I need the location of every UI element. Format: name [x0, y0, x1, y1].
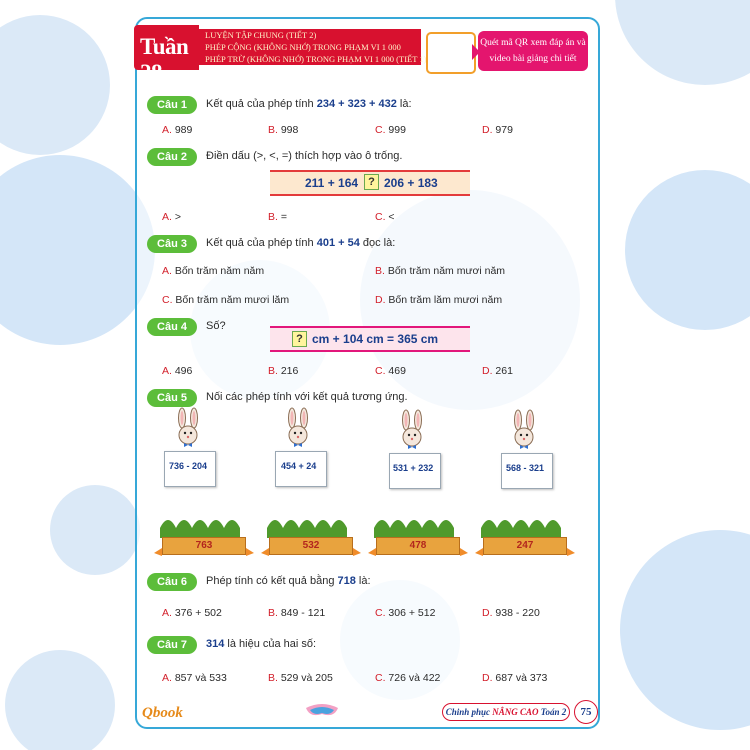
q6-option-c-letter: C.: [375, 607, 386, 619]
q6-option-b[interactable]: [268, 607, 325, 619]
q6-option-b-letter: B.: [268, 607, 278, 619]
q3-option-d-letter: D.: [375, 294, 386, 306]
q1-option-a-letter: A.: [162, 124, 172, 136]
q4-option-c-value: 469: [385, 365, 406, 377]
q1-option-b-letter: B.: [268, 124, 278, 136]
q4-option-b-value: 216: [277, 365, 299, 377]
q3-option-b-value: Bốn trăm năm mươi năm: [384, 265, 506, 277]
result-crate-4-value: 247: [516, 540, 534, 551]
lesson-line-1: LUYỆN TẬP CHUNG (TIẾT 2): [205, 30, 317, 40]
result-crate-1-value: 763: [195, 540, 213, 551]
result-crate-4[interactable]: [483, 537, 567, 555]
q7-option-a-value: 857 và 533: [171, 672, 227, 684]
q1-option-d-value: 979: [492, 124, 513, 136]
rabbit-icon-3: [403, 410, 422, 449]
q6-option-a-value: 376 + 502: [171, 607, 222, 619]
q6-option-a-letter: A.: [162, 607, 172, 619]
question-4-badge: Câu 4: [147, 318, 197, 336]
q1-option-d-letter: D.: [482, 124, 493, 136]
q2-option-a-letter: A.: [162, 211, 172, 223]
lesson-line-2: PHÉP CỘNG (KHÔNG NHỚ) TRONG PHẠM VI 1 000: [205, 42, 401, 52]
q6-option-c[interactable]: [375, 607, 435, 619]
q6-text-before: Phép tính có kết quả bằng: [206, 575, 338, 587]
q4-option-d-letter: D.: [482, 365, 493, 377]
q1-option-b-value: 998: [277, 124, 299, 136]
book-title-highlight: NÂNG CAO: [492, 707, 539, 717]
result-crate-3[interactable]: [376, 537, 460, 555]
result-crate-3-value: 478: [409, 540, 427, 551]
result-crate-2[interactable]: [269, 537, 353, 555]
q1-option-c-letter: C.: [375, 124, 386, 136]
q3-option-a-value: Bốn trăm năm năm: [171, 265, 265, 277]
expression-card-1-text: 736 - 204: [169, 461, 208, 471]
question-6-text: [206, 575, 371, 587]
carrot-leaves-icon: [160, 520, 561, 538]
qr-line-2: video bài giảng chi tiết: [489, 54, 577, 64]
rabbit-icon-2: [289, 408, 308, 447]
lesson-line-3: PHÉP TRỪ (KHÔNG NHỚ) TRONG PHẠM VI 1 000 (TIẾT 1): [205, 54, 427, 64]
q3-option-b-letter: B.: [375, 265, 385, 277]
q3-option-c-value: Bốn trăm năm mươi lăm: [172, 294, 290, 306]
q1-option-a-value: 989: [171, 124, 193, 136]
q2-option-c-value: <: [385, 211, 395, 223]
q4-option-a-letter: A.: [162, 365, 172, 377]
q2-option-a-value: >: [171, 211, 181, 223]
rabbit-icon-1: [179, 408, 198, 447]
expression-card-2-text: 454 + 24: [281, 461, 317, 471]
q6-option-d-value: 938 - 220: [492, 607, 540, 619]
qr-line-1: Quét mã QR xem đáp án và: [480, 38, 586, 48]
q7-option-a[interactable]: [162, 672, 227, 684]
q7-option-b-value: 529 và 205: [277, 672, 333, 684]
q6-text-after: là:: [355, 575, 371, 587]
book-title-badge: [442, 703, 570, 721]
q3-text-after: đọc là:: [359, 237, 396, 249]
expression-card-4-text: 568 - 321: [506, 463, 545, 473]
q7-number: 314: [206, 638, 225, 650]
q6-option-d-letter: D.: [482, 607, 493, 619]
question-2-text: Điền dấu (>, <, =) thích hợp vào ô trống.: [206, 150, 403, 162]
q7-option-c[interactable]: [375, 672, 440, 684]
q7-option-d-letter: D.: [482, 672, 493, 684]
mask-logo-icon: [304, 702, 340, 722]
rabbit-icon-4: [515, 410, 534, 449]
q7-option-c-letter: C.: [375, 672, 386, 684]
q3-expression: 401 + 54: [316, 237, 360, 249]
q2-option-c-letter: C.: [375, 211, 386, 223]
week-label: Tuần 28: [140, 34, 189, 85]
q7-option-c-value: 726 và 422: [385, 672, 441, 684]
result-crate-1[interactable]: [162, 537, 246, 555]
q4-expression: cm + 104 cm = 365 cm: [312, 332, 439, 346]
question-2-badge: Câu 2: [147, 148, 197, 166]
q4-option-a-value: 496: [171, 365, 193, 377]
q3-text-before: Kết quả của phép tính: [206, 237, 317, 249]
q1-option-c-value: 999: [385, 124, 406, 136]
question-6-badge: Câu 6: [147, 573, 197, 591]
page-number: 75: [574, 700, 598, 724]
q1-text-before: Kết quả của phép tính: [206, 98, 317, 110]
question-7-badge: Câu 7: [147, 636, 197, 654]
question-3-badge: Câu 3: [147, 235, 197, 253]
q7-option-d-value: 687 và 373: [492, 672, 548, 684]
question-5-text: Nối các phép tính với kết quả tương ứng.: [206, 391, 408, 403]
q6-option-d[interactable]: [482, 607, 540, 619]
book-title-prefix: Chinh phục: [445, 707, 493, 717]
q1-text-after: là:: [396, 98, 412, 110]
q7-option-d[interactable]: [482, 672, 547, 684]
result-crate-2-value: 532: [302, 540, 320, 551]
question-7-text: [206, 638, 316, 650]
q7-option-a-letter: A.: [162, 672, 172, 684]
q1-expression: 234 + 323 + 432: [316, 98, 397, 110]
book-title-suffix: Toán 2: [538, 707, 567, 717]
question-5-badge: Câu 5: [147, 389, 197, 407]
q4-option-c-letter: C.: [375, 365, 386, 377]
q4-option-b-letter: B.: [268, 365, 278, 377]
question-4-text: Số?: [206, 320, 226, 332]
q2-right-expression: 206 + 183: [384, 176, 438, 190]
q7-text-after: là hiệu của hai số:: [224, 638, 317, 650]
q7-option-b-letter: B.: [268, 672, 278, 684]
q2-option-b-value: =: [277, 211, 287, 223]
question-1-badge: Câu 1: [147, 96, 197, 114]
q3-option-d-value: Bốn trăm lăm mươi năm: [385, 294, 503, 306]
q4-option-d-value: 261: [492, 365, 513, 377]
q2-left-expression: 211 + 164: [305, 176, 359, 190]
q3-option-a-letter: A.: [162, 265, 172, 277]
expression-card-3-text: 531 + 232: [393, 463, 434, 473]
publisher-logo: Qbook: [142, 705, 183, 721]
q2-option-b-letter: B.: [268, 211, 278, 223]
q4-answer-box[interactable]: ?: [292, 331, 307, 347]
q6-option-a[interactable]: [162, 607, 222, 619]
q6-number: 718: [337, 575, 356, 587]
q7-option-b[interactable]: [268, 672, 333, 684]
q2-answer-box[interactable]: ?: [364, 174, 379, 190]
q3-option-c-letter: C.: [162, 294, 173, 306]
q6-option-c-value: 306 + 512: [385, 607, 436, 619]
q6-option-b-value: 849 - 121: [277, 607, 326, 619]
